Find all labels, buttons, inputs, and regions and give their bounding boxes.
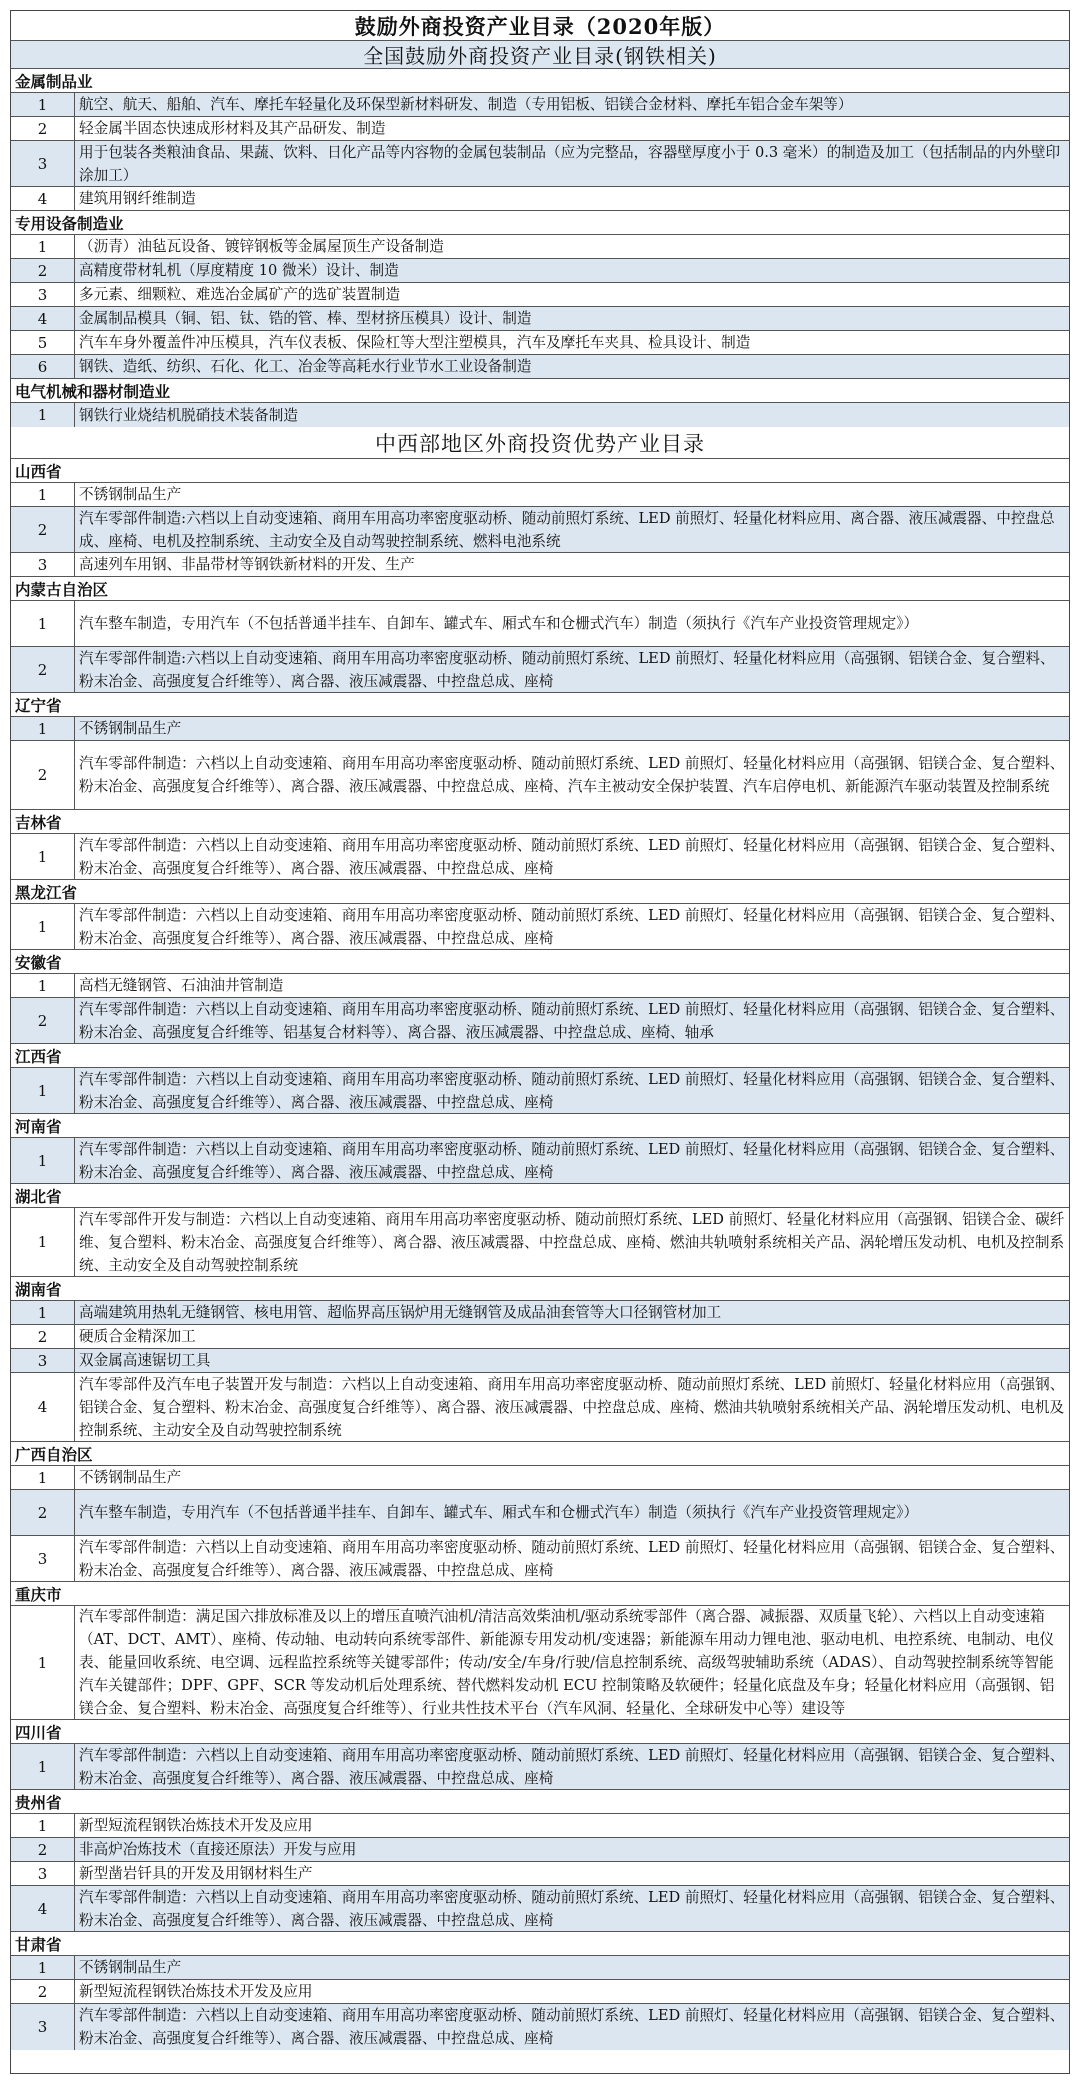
row-number: 2 [11, 741, 75, 809]
row-text: 新型凿岩钎具的开发及用钢材料生产 [79, 1865, 313, 1882]
row-number: 6 [11, 355, 75, 378]
row-number: 2 [11, 647, 75, 692]
table-row [11, 283, 1069, 307]
row-number: 1 [11, 1956, 75, 1979]
row-number: 3 [11, 1349, 75, 1372]
row-number: 1 [11, 1068, 75, 1113]
row-text-cell [75, 974, 1069, 997]
row-number: 1 [11, 1814, 75, 1837]
row-number: 2 [11, 998, 75, 1043]
row-number: 1 [11, 1744, 75, 1789]
table-row [11, 1886, 1069, 1932]
row-text: 航空、航天、船舶、汽车、摩托车轻量化及环保型新材料研发、制造（专用铝板、铝镁合金材料、摩托车铝合金车架等） [79, 96, 853, 113]
table-row [11, 741, 1069, 810]
row-text-cell [75, 259, 1069, 282]
table-row [11, 601, 1069, 647]
row-text-cell [75, 1490, 1069, 1535]
row-number: 4 [11, 1373, 75, 1441]
row-number: 1 [11, 1208, 75, 1276]
row-text-cell [75, 1980, 1069, 2003]
row-text-cell [75, 1838, 1069, 1861]
section-heading: 电气机械和器材制造业 [11, 379, 1069, 403]
row-number: 1 [11, 1301, 75, 1324]
row-text-cell [75, 1349, 1069, 1372]
row-text-cell [75, 1466, 1069, 1489]
table-row [11, 647, 1069, 693]
section-heading: 湖南省 [11, 1277, 1069, 1301]
table-row [11, 1744, 1069, 1790]
national-catalog-heading: 全国鼓励外商投资产业目录(钢铁相关) [11, 41, 1069, 69]
row-text-cell [75, 1068, 1069, 1113]
section-heading: 甘肃省 [11, 1932, 1069, 1956]
row-text-cell [75, 307, 1069, 330]
row-number: 3 [11, 1536, 75, 1581]
table-row [11, 331, 1069, 355]
row-text-cell [75, 904, 1069, 949]
section-heading: 四川省 [11, 1720, 1069, 1744]
row-text: （沥青）油毡瓦设备、镀锌钢板等金属屋顶生产设备制造 [79, 238, 444, 255]
section-heading: 吉林省 [11, 810, 1069, 834]
table-row [11, 553, 1069, 577]
row-text-cell [75, 1536, 1069, 1581]
row-text: 高精度带材轧机（厚度精度 10 微米）设计、制造 [79, 262, 399, 279]
row-text: 高速列车用钢、非晶带材等钢铁新材料的开发、生产 [79, 556, 415, 573]
table-row [11, 1301, 1069, 1325]
row-text: 汽车零部件制造：六档以上自动变速箱、商用车用高功率密度驱动桥、随动前照灯系统、LED 前照灯、轻量化材料应用（高强钢、铝镁合金、复合塑料、粉末冶金、高强度复合纤维等）、离合器、液压减震器、中控盘总成、座椅 [79, 1140, 1065, 1181]
row-text-cell [75, 1886, 1069, 1931]
row-text: 不锈钢制品生产 [79, 1469, 182, 1486]
row-number: 1 [11, 717, 75, 740]
row-text: 汽车零部件制造：六档以上自动变速箱、商用车用高功率密度驱动桥、随动前照灯系统、LED 前照灯、轻量化材料应用（高强钢、铝镁合金、复合塑料、粉末冶金、高强度复合纤维等、铝基复合材料等）、离合器、液压减震器、中控盘总成、座椅、轴承 [79, 1000, 1065, 1041]
row-number: 1 [11, 1606, 75, 1719]
row-text-cell [75, 553, 1069, 576]
row-text: 汽车零部件制造：六档以上自动变速箱、商用车用高功率密度驱动桥、随动前照灯系统、LED 前照灯、轻量化材料应用（高强钢、铝镁合金、复合塑料、粉末冶金、高强度复合纤维等）、离合器、液压减震器、中控盘总成、座椅 [79, 836, 1065, 877]
table-row [11, 483, 1069, 507]
table-row [11, 93, 1069, 117]
row-text: 不锈钢制品生产 [79, 720, 182, 737]
section-heading: 内蒙古自治区 [11, 577, 1069, 601]
section-heading: 重庆市 [11, 1582, 1069, 1606]
row-number: 4 [11, 187, 75, 210]
table-row [11, 1490, 1069, 1536]
table-row [11, 1536, 1069, 1582]
row-text: 高档无缝钢管、石油油井管制造 [79, 977, 284, 994]
row-number: 3 [11, 553, 75, 576]
row-text-cell [75, 1208, 1069, 1276]
section-heading: 黑龙江省 [11, 880, 1069, 904]
row-text: 汽车零部件制造：六档以上自动变速箱、商用车用高功率密度驱动桥、随动前照灯系统、LED 前照灯、轻量化材料应用（高强钢、铝镁合金、复合塑料、粉末冶金、高强度复合纤维等）、离合器、液压减震器、中控盘总成、座椅 [79, 1888, 1065, 1929]
table-row [11, 507, 1069, 553]
table-row [11, 1349, 1069, 1373]
section-heading: 贵州省 [11, 1790, 1069, 1814]
row-number: 2 [11, 507, 75, 552]
row-text: 新型短流程钢铁冶炼技术开发及应用 [79, 1817, 313, 1834]
row-text: 汽车整车制造，专用汽车（不包括普通半挂车、自卸车、罐式车、厢式车和仓栅式汽车）制造（须执行《汽车产业投资管理规定》） [79, 1504, 919, 1521]
row-number: 3 [11, 2004, 75, 2050]
row-number: 1 [11, 834, 75, 879]
row-text: 汽车零部件制造：六档以上自动变速箱、商用车用高功率密度驱动桥、随动前照灯系统、LED 前照灯、轻量化材料应用（高强钢、铝镁合金、复合塑料、粉末冶金、高强度复合纤维等）、离合器、液压减震器、中控盘总成、座椅 [79, 1746, 1065, 1787]
table-row [11, 974, 1069, 998]
row-text-cell [75, 235, 1069, 258]
row-text-cell [75, 2004, 1069, 2050]
row-text: 轻金属半固态快速成形材料及其产品研发、制造 [79, 120, 386, 137]
row-number: 5 [11, 331, 75, 354]
section-heading: 安徽省 [11, 950, 1069, 974]
row-number: 2 [11, 1325, 75, 1348]
row-number: 2 [11, 1980, 75, 2003]
row-number: 1 [11, 403, 75, 427]
row-text: 钢铁、造纸、纺织、石化、化工、冶金等高耗水行业节水工业设备制造 [79, 358, 532, 375]
row-text: 汽车零部件开发与制造：六档以上自动变速箱、商用车用高功率密度驱动桥、随动前照灯系统、LED 前照灯、轻量化材料应用（高强钢、铝镁合金、碳纤维、复合塑料、粉末冶金、高强度复合纤维等）、离合器、液压减震器、中控盘总成、座椅、燃油共轨喷射系统相关产品、涡轮增压发动机、电机及控制系统、主动安全及自动驾驶控制系统 [79, 1210, 1065, 1274]
table-row [11, 904, 1069, 950]
row-text-cell [75, 834, 1069, 879]
row-number: 1 [11, 1138, 75, 1183]
row-text-cell [75, 647, 1069, 692]
row-text: 汽车零部件制造：满足国六排放标准及以上的增压直喷汽油机/清洁高效柴油机/驱动系统零部件（离合器、减振器、双质量飞轮）、六档以上自动变速箱（AT、DCT、AMT）、座椅、传动轴、电动转向系统零部件、新能源专用发动机/变速器；新能源车用动力锂电池、驱动电机、电控系统、电制动、电仪表、能量回收系统、电空调、远程监控系统等关键零部件；传动/安全/车身/行驶/信息控制系统、高级驾驶辅助系统（ADAS）、自动驾驶控制系统等智能汽车关键部件；DPF、GPF、SCR 等发动机后处理系统、替代燃料发动机 ECU 控制策略及软硬件；轻量化底盘及车身；轻量化材料应用（高强钢、铝镁合金、复合塑料、粉末冶金、高强度复合纤维等）、行业共性技术平台（汽车风洞、轻量化、全球研发中心等）建设等 [79, 1608, 1055, 1717]
row-text-cell [75, 283, 1069, 306]
row-text-cell [75, 601, 1069, 646]
row-text-cell [75, 1956, 1069, 1979]
row-text: 硬质合金精深加工 [79, 1328, 196, 1345]
regional-catalog-heading: 中西部地区外商投资优势产业目录 [11, 427, 1069, 459]
row-number: 1 [11, 601, 75, 646]
table-row [11, 355, 1069, 379]
row-text: 钢铁行业烧结机脱硝技术装备制造 [79, 406, 298, 424]
table-row [11, 187, 1069, 211]
row-number: 2 [11, 1838, 75, 1861]
row-text: 汽车整车制造，专用汽车（不包括普通半挂车、自卸车、罐式车、厢式车和仓栅式汽车）制造（须执行《汽车产业投资管理规定》） [79, 615, 919, 632]
row-text-cell [75, 483, 1069, 506]
regional-catalog-body [11, 459, 1069, 2050]
table-row [11, 1325, 1069, 1349]
row-number: 3 [11, 283, 75, 306]
row-text-cell [75, 1301, 1069, 1324]
national-catalog-body [11, 69, 1069, 427]
row-text: 汽车零部件及汽车电子装置开发与制造：六档以上自动变速箱、商用车用高功率密度驱动桥、随动前照灯系统、LED 前照灯、轻量化材料应用（高强钢、铝镁合金、复合塑料、粉末冶金、高强度复合纤维等）、离合器、液压减震器、中控盘总成、座椅、燃油共轨喷射系统相关产品、涡轮增压发动机、电机及控制系统、主动安全及自动驾驶控制系统 [79, 1375, 1065, 1439]
table-row [11, 1838, 1069, 1862]
row-text-cell [75, 117, 1069, 140]
row-text-cell [75, 717, 1069, 740]
row-number: 2 [11, 259, 75, 282]
row-text: 用于包装各类粮油食品、果蔬、饮料、日化产品等内容物的金属包装制品（应为完整品，容器壁厚度小于 0.3 毫米）的制造及加工（包括制品的内外壁印涂加工） [79, 143, 1061, 184]
row-text-cell [75, 1373, 1069, 1441]
row-number: 3 [11, 141, 75, 186]
row-text-cell [75, 1138, 1069, 1183]
table-row [11, 235, 1069, 259]
row-text: 不锈钢制品生产 [79, 1959, 182, 1976]
row-text: 汽车零部件制造：六档以上自动变速箱、商用车用高功率密度驱动桥、随动前照灯系统、LED 前照灯、轻量化材料应用（高强钢、铝镁合金、复合塑料、粉末冶金、高强度复合纤维等）、离合器、液压减震器、中控盘总成、座椅、汽车主被动安全保护装置、汽车启停电机、新能源汽车驱动装置及控制系统 [79, 755, 1065, 795]
row-text: 双金属高速锯切工具 [79, 1352, 211, 1369]
table-row [11, 117, 1069, 141]
section-heading: 金属制品业 [11, 69, 1069, 93]
row-text-cell [75, 1814, 1069, 1837]
row-number: 4 [11, 307, 75, 330]
table-row [11, 1466, 1069, 1490]
table-row [11, 141, 1069, 187]
table-row [11, 834, 1069, 880]
row-text: 汽车零部件制造:六档以上自动变速箱、商用车用高功率密度驱动桥、随动前照灯系统、LED 前照灯、轻量化材料应用、离合器、液压减震器、中控盘总成、座椅、电机及控制系统、主动安全及自动驾驶控制系统、燃料电池系统 [79, 509, 1055, 550]
table-row [11, 717, 1069, 741]
section-heading: 江西省 [11, 1044, 1069, 1068]
page-title: 鼓励外商投资产业目录（2020年版） [11, 11, 1069, 41]
table-row [11, 403, 1069, 427]
table-row [11, 1980, 1069, 2004]
row-number: 1 [11, 1466, 75, 1489]
row-text-cell [75, 1606, 1069, 1719]
row-text: 汽车零部件制造：六档以上自动变速箱、商用车用高功率密度驱动桥、随动前照灯系统、LED 前照灯、轻量化材料应用（高强钢、铝镁合金、复合塑料、粉末冶金、高强度复合纤维等）、离合器、液压减震器、中控盘总成、座椅 [79, 1538, 1065, 1579]
table-row [11, 1373, 1069, 1442]
row-number: 3 [11, 1862, 75, 1885]
row-number: 1 [11, 93, 75, 116]
row-text: 汽车零部件制造：六档以上自动变速箱、商用车用高功率密度驱动桥、随动前照灯系统、LED 前照灯、轻量化材料应用（高强钢、铝镁合金、复合塑料、粉末冶金、高强度复合纤维等）、离合器、液压减震器、中控盘总成、座椅 [79, 1070, 1065, 1111]
table-row [11, 1068, 1069, 1114]
row-text-cell [75, 93, 1069, 116]
row-text-cell [75, 998, 1069, 1043]
row-number: 1 [11, 904, 75, 949]
table-row [11, 1814, 1069, 1838]
row-text-cell [75, 403, 1069, 427]
row-text: 非高炉冶炼技术（直接还原法）开发与应用 [79, 1841, 357, 1858]
row-text-cell [75, 187, 1069, 210]
row-number: 1 [11, 974, 75, 997]
row-text: 建筑用钢纤维制造 [79, 190, 196, 207]
row-text: 金属制品模具（铜、铝、钛、锆的管、棒、型材挤压模具）设计、制造 [79, 310, 532, 327]
table-row [11, 1862, 1069, 1886]
row-text-cell [75, 1325, 1069, 1348]
row-text: 汽车零部件制造:六档以上自动变速箱、商用车用高功率密度驱动桥、随动前照灯系统、LED 前照灯、轻量化材料应用（高强钢、铝镁合金、复合塑料、粉末冶金、高强度复合纤维等）、离合器、液压减震器、中控盘总成、座椅 [79, 649, 1055, 690]
row-text-cell [75, 741, 1069, 809]
row-text: 多元素、细颗粒、难选冶金属矿产的选矿装置制造 [79, 286, 401, 303]
row-number: 2 [11, 117, 75, 140]
row-text-cell [75, 331, 1069, 354]
row-number: 1 [11, 235, 75, 258]
row-text-cell [75, 1744, 1069, 1789]
row-number: 1 [11, 483, 75, 506]
table-row [11, 1606, 1069, 1720]
row-text: 高端建筑用热轧无缝钢管、核电用管、超临界高压锅炉用无缝钢管及成品油套管等大口径钢管材加工 [79, 1304, 722, 1321]
row-text: 汽车零部件制造：六档以上自动变速箱、商用车用高功率密度驱动桥、随动前照灯系统、LED 前照灯、轻量化材料应用（高强钢、铝镁合金、复合塑料、粉末冶金、高强度复合纤维等）、离合器、液压减震器、中控盘总成、座椅 [79, 2007, 1065, 2047]
section-heading: 湖北省 [11, 1184, 1069, 1208]
table-row [11, 1956, 1069, 1980]
section-heading: 山西省 [11, 459, 1069, 483]
table-row [11, 307, 1069, 331]
table-row [11, 259, 1069, 283]
row-text-cell [75, 141, 1069, 186]
row-text: 汽车车身外覆盖件冲压模具，汽车仪表板、保险杠等大型注塑模具，汽车及摩托车夹具、检具设计、制造 [79, 334, 751, 351]
table-row [11, 1208, 1069, 1277]
section-heading: 辽宁省 [11, 693, 1069, 717]
table-row [11, 2004, 1069, 2050]
section-heading: 专用设备制造业 [11, 211, 1069, 235]
section-heading: 河南省 [11, 1114, 1069, 1138]
table-row [11, 998, 1069, 1044]
row-text-cell [75, 507, 1069, 552]
row-number: 2 [11, 1490, 75, 1535]
row-text: 新型短流程钢铁冶炼技术开发及应用 [79, 1983, 313, 2000]
investment-catalog-table [10, 10, 1070, 2074]
row-text: 不锈钢制品生产 [79, 486, 182, 503]
row-text-cell [75, 1862, 1069, 1885]
table-row [11, 1138, 1069, 1184]
row-text-cell [75, 355, 1069, 378]
row-text: 汽车零部件制造：六档以上自动变速箱、商用车用高功率密度驱动桥、随动前照灯系统、LED 前照灯、轻量化材料应用（高强钢、铝镁合金、复合塑料、粉末冶金、高强度复合纤维等）、离合器、液压减震器、中控盘总成、座椅 [79, 906, 1065, 947]
row-number: 4 [11, 1886, 75, 1931]
section-heading: 广西自治区 [11, 1442, 1069, 1466]
